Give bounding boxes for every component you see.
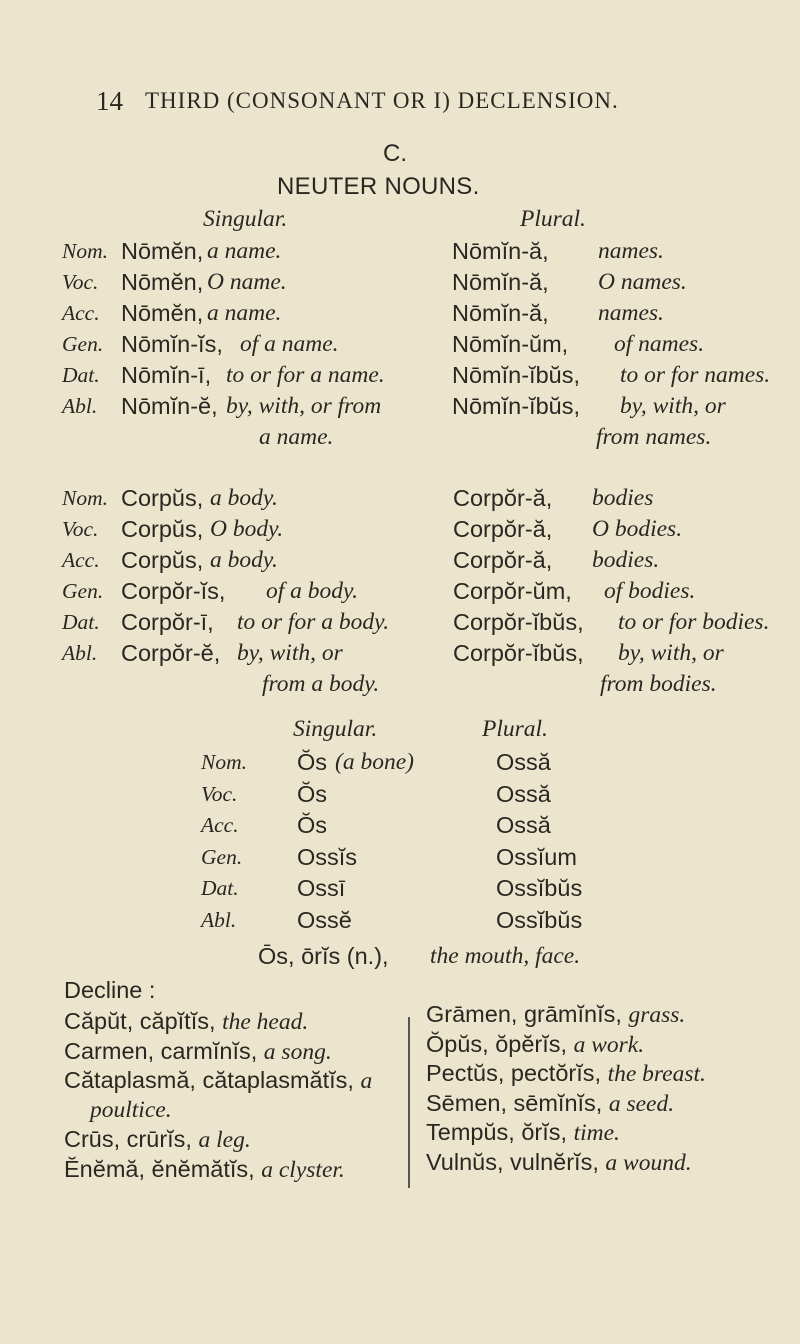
- list-item: [426, 1119, 620, 1147]
- corpus-abl-cont-pl: from bodies.: [600, 671, 717, 697]
- decline-gloss: the breast.: [607, 1061, 706, 1087]
- plural-form: Corpŏr-ŭm,: [453, 578, 572, 604]
- running-title: THIRD (CONSONANT OR I) DECLENSION.: [145, 88, 619, 113]
- nomen-abl-cont-pl: from names.: [596, 424, 712, 450]
- plural-gloss: O names.: [598, 269, 687, 295]
- corpus-abl-cont-sing: from a body.: [262, 671, 380, 697]
- plural-gloss: to or for names.: [620, 362, 771, 388]
- singular-gloss: by, with, or from: [226, 393, 382, 419]
- nomen-abl-cont-sing: a name.: [259, 424, 334, 450]
- singular-form: Ossĭs: [297, 843, 358, 870]
- plural-gloss: of bodies.: [604, 578, 696, 604]
- plural-form: Ossă: [496, 780, 551, 807]
- decline-gloss: a song.: [263, 1038, 332, 1065]
- decline-gloss: a seed.: [608, 1090, 675, 1117]
- page-number: 14: [96, 86, 123, 116]
- plural-form: Corpŏr-ĭbŭs,: [453, 609, 584, 635]
- decline-gloss: poultice.: [90, 1096, 172, 1123]
- os-plural-heading: Plural.: [482, 716, 548, 742]
- plural-gloss: names.: [598, 300, 664, 326]
- decline-words: Crūs, crūrĭs,: [64, 1126, 199, 1152]
- decline-words: Carmen, carmĭnĭs,: [64, 1037, 264, 1064]
- plural-form: Ossĭbŭs: [496, 906, 583, 933]
- list-item: [426, 1001, 685, 1029]
- plural-gloss: bodies.: [592, 547, 660, 573]
- os-mouth-gloss: the mouth, face.: [430, 943, 581, 969]
- singular-form: Corpŏr-ĭs,: [121, 578, 226, 604]
- singular-gloss: a body.: [210, 485, 278, 511]
- plural-heading: Plural.: [520, 206, 586, 232]
- singular-gloss: by, with, or: [237, 640, 343, 666]
- plural-form: Nōmĭn-ŭm,: [452, 331, 569, 357]
- singular-form: Ŏs: [297, 780, 328, 807]
- decline-gloss: a work.: [573, 1031, 645, 1058]
- singular-form: Ŏs: [297, 749, 328, 775]
- column-divider: [408, 1017, 410, 1188]
- plural-form: Corpŏr-ă,: [453, 547, 553, 573]
- plural-gloss: to or for bodies.: [618, 609, 770, 635]
- singular-heading: Singular.: [203, 206, 288, 232]
- decline-words: Sēmen, sēmĭnĭs,: [426, 1089, 609, 1116]
- case-label: Nom.: [62, 486, 108, 510]
- singular-form: Ossī: [297, 875, 346, 901]
- decline-words: Ĕnĕmă, ĕnĕmătĭs,: [64, 1155, 262, 1182]
- case-label: Abl.: [62, 641, 98, 665]
- case-label: Acc.: [62, 301, 100, 325]
- decline-words: Pectŭs, pectŏrĭs,: [426, 1060, 608, 1086]
- case-label: Gen.: [62, 579, 104, 603]
- list-item: [426, 1090, 674, 1118]
- singular-gloss: to or for a body.: [237, 609, 390, 635]
- singular-note: (a bone): [335, 749, 414, 775]
- list-item: [64, 1038, 332, 1066]
- singular-gloss: of a body.: [266, 578, 359, 604]
- os-mouth-lemma: Ōs, ōrĭs (n.),: [258, 943, 389, 969]
- list-item: [426, 1149, 692, 1177]
- plural-gloss: by, with, or: [620, 393, 726, 419]
- plural-form: Ossă: [496, 812, 551, 838]
- case-label: Voc.: [62, 517, 99, 541]
- plural-form: Corpŏr-ĭbŭs,: [453, 640, 584, 666]
- singular-gloss: of a name.: [240, 331, 339, 357]
- case-label: Nom.: [62, 239, 108, 263]
- singular-gloss: a name.: [207, 238, 282, 264]
- os-singular-heading: Singular.: [293, 716, 378, 742]
- singular-gloss: O name.: [207, 269, 287, 295]
- section-letter: C.: [383, 140, 407, 167]
- case-label: Dat.: [201, 876, 239, 900]
- case-label: Dat.: [62, 363, 100, 387]
- decline-gloss: time.: [573, 1120, 620, 1146]
- list-item: [64, 1126, 251, 1154]
- case-label: Abl.: [62, 394, 98, 418]
- case-label: Gen.: [201, 844, 243, 869]
- case-label: Dat.: [62, 610, 100, 634]
- singular-gloss: O body.: [210, 516, 284, 542]
- list-item: [64, 1008, 308, 1036]
- singular-form: Nōmĕn,: [121, 238, 204, 264]
- case-label: Voc.: [201, 781, 238, 806]
- decline-gloss: a leg.: [198, 1127, 251, 1153]
- singular-form: Corpŭs,: [121, 485, 204, 511]
- plural-form: Corpŏr-ă,: [453, 485, 553, 511]
- singular-form: Nōmĕn,: [121, 269, 204, 295]
- list-item: [64, 1067, 372, 1095]
- decline-gloss: a wound.: [605, 1149, 692, 1176]
- list-item: [426, 1031, 644, 1059]
- case-label: Abl.: [201, 907, 237, 932]
- plural-form: Ossă: [496, 749, 551, 775]
- plural-form: Corpŏr-ă,: [453, 516, 553, 542]
- plural-form: Ossĭum: [496, 843, 577, 870]
- plural-gloss: by, with, or: [618, 640, 724, 666]
- decline-words: Ŏpŭs, ŏpĕrĭs,: [426, 1030, 574, 1057]
- singular-form: Nōmĭn-ĕ,: [121, 393, 218, 419]
- singular-form: Corpŭs,: [121, 547, 204, 573]
- list-item: [426, 1060, 706, 1088]
- decline-label: Decline :: [64, 977, 156, 1003]
- singular-form: Nōmĭn-ī,: [121, 362, 212, 388]
- singular-form: Corpŭs,: [121, 516, 204, 542]
- decline-words: Căpŭt, căpĭtĭs,: [64, 1008, 223, 1034]
- plural-form: Nōmĭn-ă,: [452, 300, 549, 326]
- case-label: Acc.: [201, 813, 239, 837]
- plural-gloss: names.: [598, 238, 664, 264]
- plural-gloss: bodies: [592, 485, 654, 511]
- section-title: NEUTER NOUNS.: [277, 173, 480, 200]
- case-label: Voc.: [62, 270, 99, 294]
- singular-form: Ŏs: [297, 812, 328, 838]
- plural-form: Nōmĭn-ă,: [452, 269, 549, 295]
- plural-form: Ossĭbŭs: [496, 875, 583, 901]
- plural-form: Nōmĭn-ĭbŭs,: [452, 393, 580, 419]
- decline-words: Tempŭs, ŏrĭs,: [426, 1119, 574, 1145]
- decline-gloss: a clyster.: [261, 1156, 345, 1183]
- decline-words: Vulnŭs, vulnĕrĭs,: [426, 1148, 606, 1175]
- case-label: Nom.: [201, 750, 247, 774]
- singular-form: Nōmĕn,: [121, 300, 204, 326]
- singular-form: Ossĕ: [297, 906, 352, 933]
- case-label: Acc.: [62, 548, 100, 572]
- plural-form: Nōmĭn-ĭbŭs,: [452, 362, 580, 388]
- singular-gloss: to or for a name.: [226, 362, 385, 388]
- decline-words: Cătaplasmă, cătaplasmătĭs,: [64, 1067, 361, 1093]
- decline-gloss: grass.: [628, 1002, 686, 1028]
- singular-gloss: a body.: [210, 547, 278, 573]
- plural-gloss: O bodies.: [592, 516, 683, 542]
- list-item: [90, 1097, 172, 1124]
- list-item: [64, 1156, 345, 1184]
- singular-form: Corpŏr-ĕ,: [121, 640, 221, 666]
- case-label: Gen.: [62, 332, 104, 356]
- singular-form: Nōmĭn-ĭs,: [121, 331, 223, 357]
- decline-gloss: the head.: [222, 1009, 309, 1035]
- decline-gloss: a: [360, 1068, 373, 1094]
- plural-gloss: of names.: [614, 331, 705, 357]
- plural-form: Nōmĭn-ă,: [452, 238, 549, 264]
- singular-gloss: a name.: [207, 300, 282, 326]
- decline-words: Grāmen, grāmĭnĭs,: [426, 1001, 629, 1027]
- singular-form: Corpŏr-ī,: [121, 609, 214, 635]
